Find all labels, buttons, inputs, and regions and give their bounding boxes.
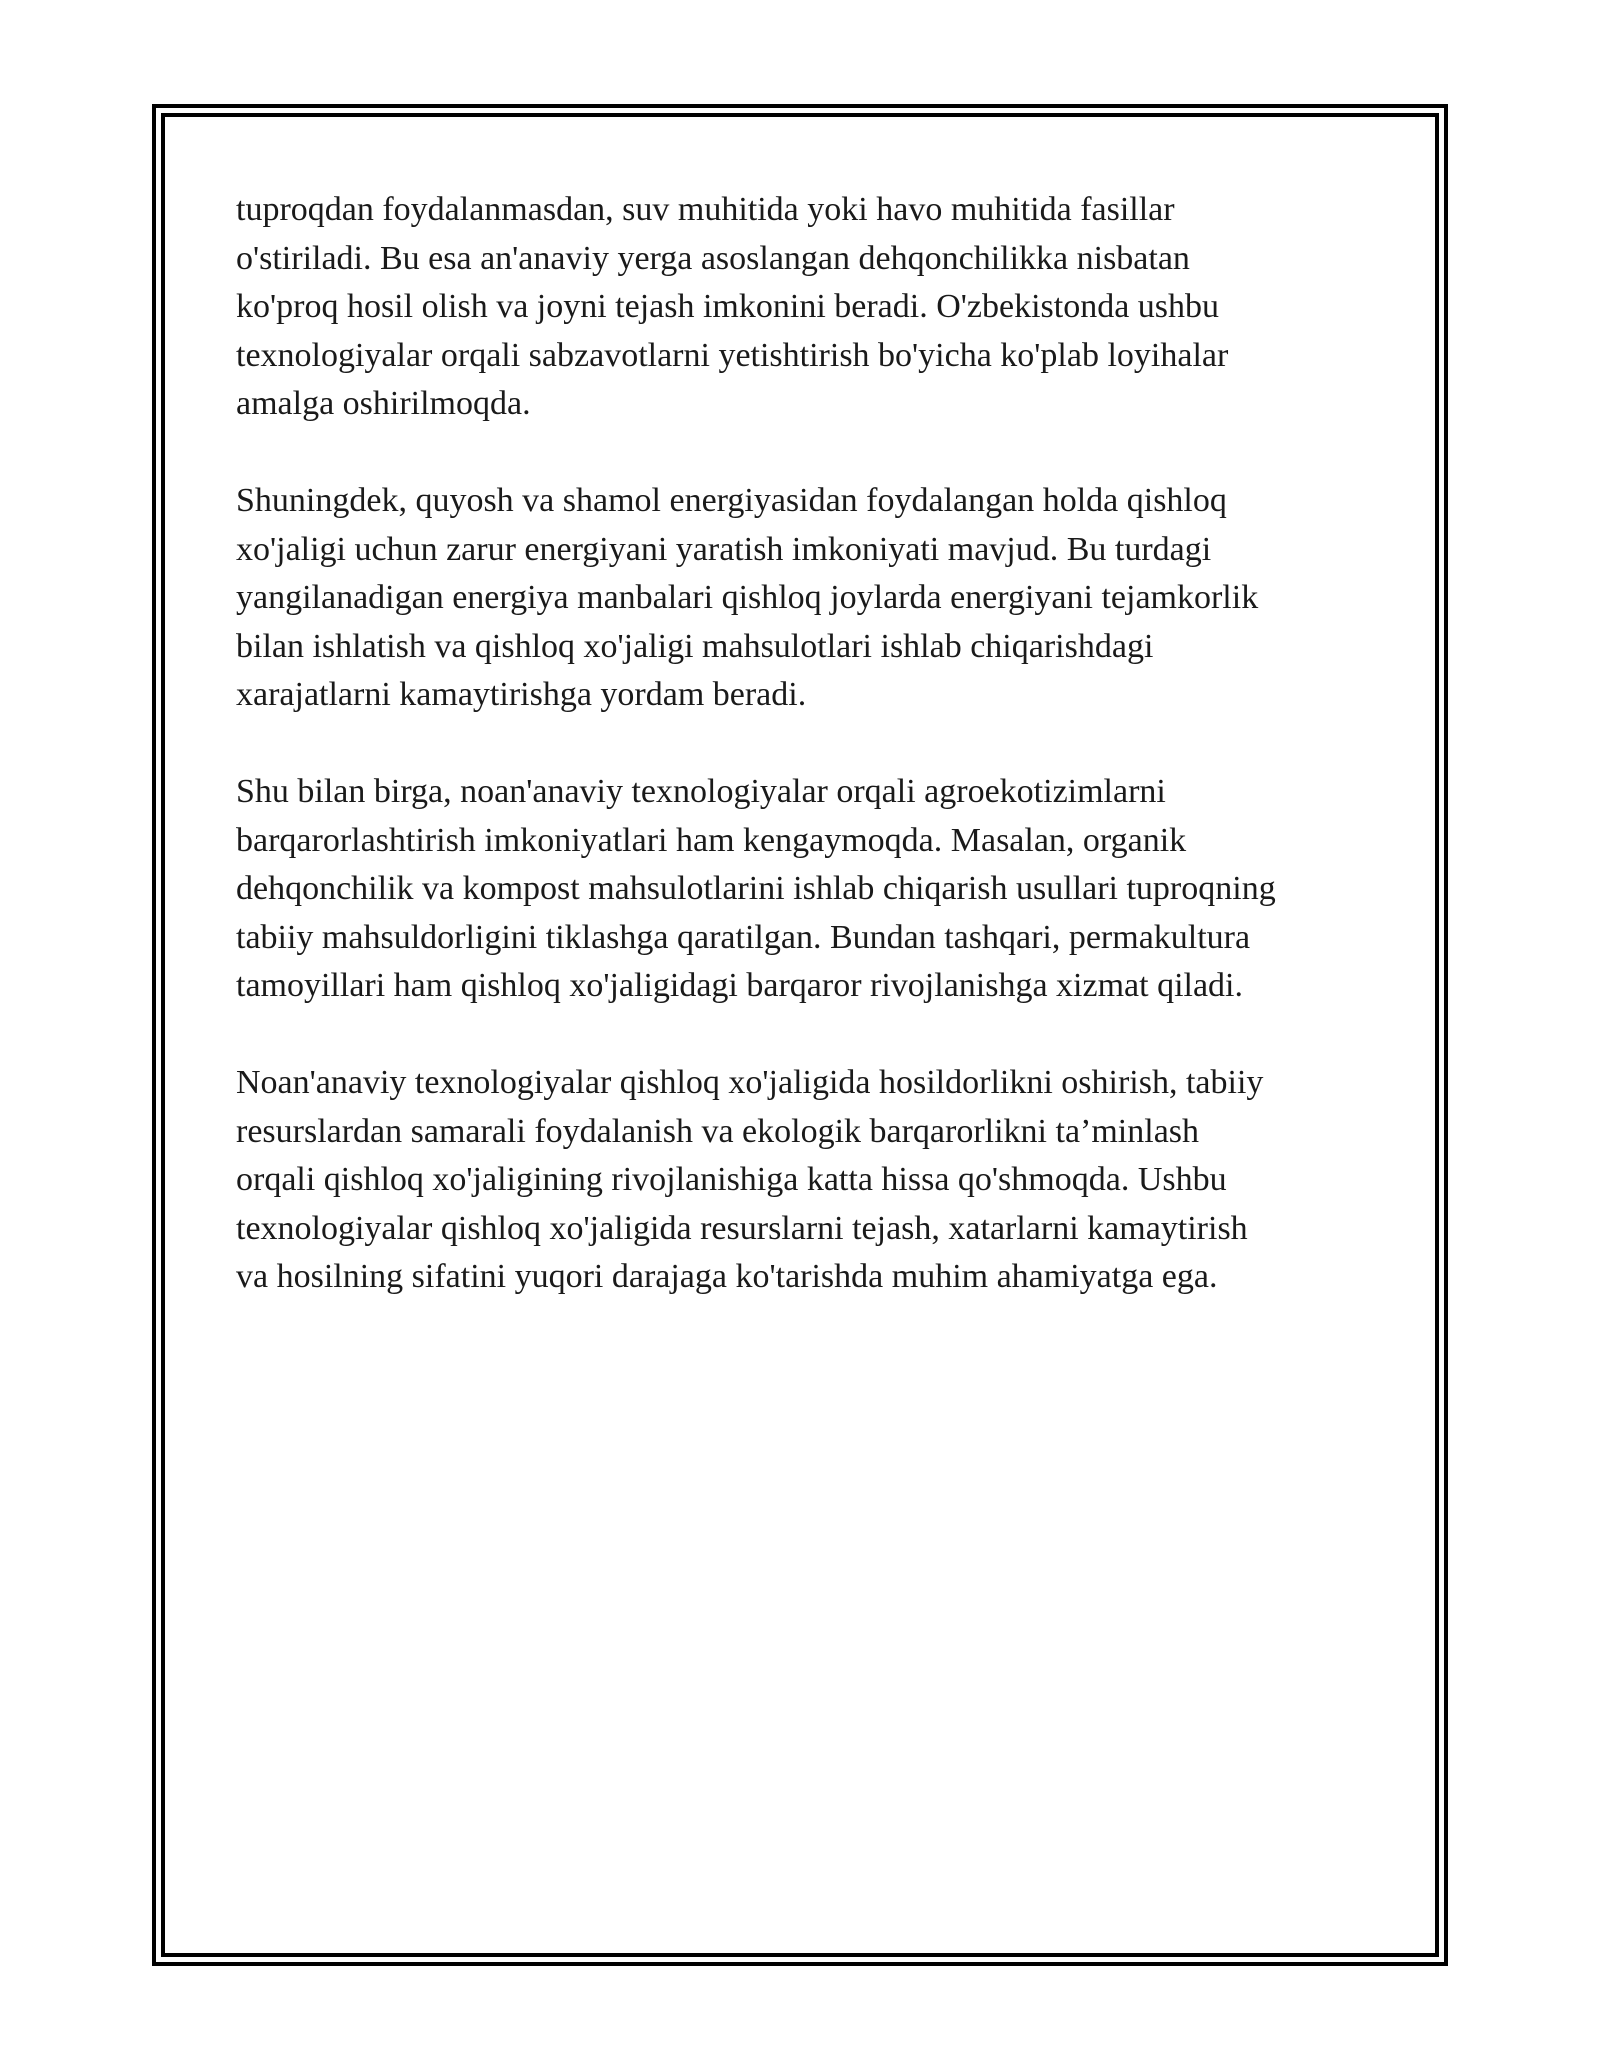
paragraph-4: Noan'anaviy texnologiyalar qishloq xo'jaligida hosildorlikni oshirish, tabiiy resurslardan samarali foydalanish va ekologik barqarorlikni ta’minlash orqali qishloq xo'jaligining rivojlanishiga katta hissa qo'shmoqda. Ushbu texnologiyalar qishloq xo'jaligida resurslarni tejash, xatarlarni kamaytirish va hosilning sifatini yuqori darajaga ko'tarishda muhim ahamiyatga ega. — [236, 1064, 1264, 1295]
paragraph-3: Shu bilan birga, noan'anaviy texnologiyalar orqali agroekotizimlarni barqarorlashtirish imkoniyatlari ham kengaymoqda. Masalan, organik dehqonchilik va kompost mahsulotlarini ishlab chiqarish usullari tuproqning tabiiy mahsuldorligini tiklashga qaratilgan. Bundan tashqari, permakultura tamoyillari ham qishloq xo'jaligidagi barqaror rivojlanishga xizmat qiladi. — [236, 773, 1276, 1004]
paragraph-2: Shuningdek, quyosh va shamol energiyasidan foydalangan holda qishloq xo'jaligi uchun zarur energiyani yaratish imkoniyati mavjud. Bu turdagi yangilanadigan energiya manbalari qishloq joylarda energiyani tejamkorlik bilan ishlatish va qishloq xo'jaligi mahsulotlari ishlab chiqarishdagi xarajatlarni kamaytirishga yordam beradi. — [236, 482, 1259, 713]
paragraph-1: tuproqdan foydalanmasdan, suv muhitida yoki havo muhitida fasillar o'stiriladi. Bu esa an'anaviy yerga asoslangan dehqonchilikka nisbatan ko'proq hosil olish va joyni tejash imkonini beradi. O'zbekistonda ushbu texnologiyalar orqali sabzavotlarni yetishtirish bo'yicha ko'plab loyihalar amalga oshirilmoqda. — [236, 191, 1229, 422]
document-body — [236, 186, 1376, 1350]
